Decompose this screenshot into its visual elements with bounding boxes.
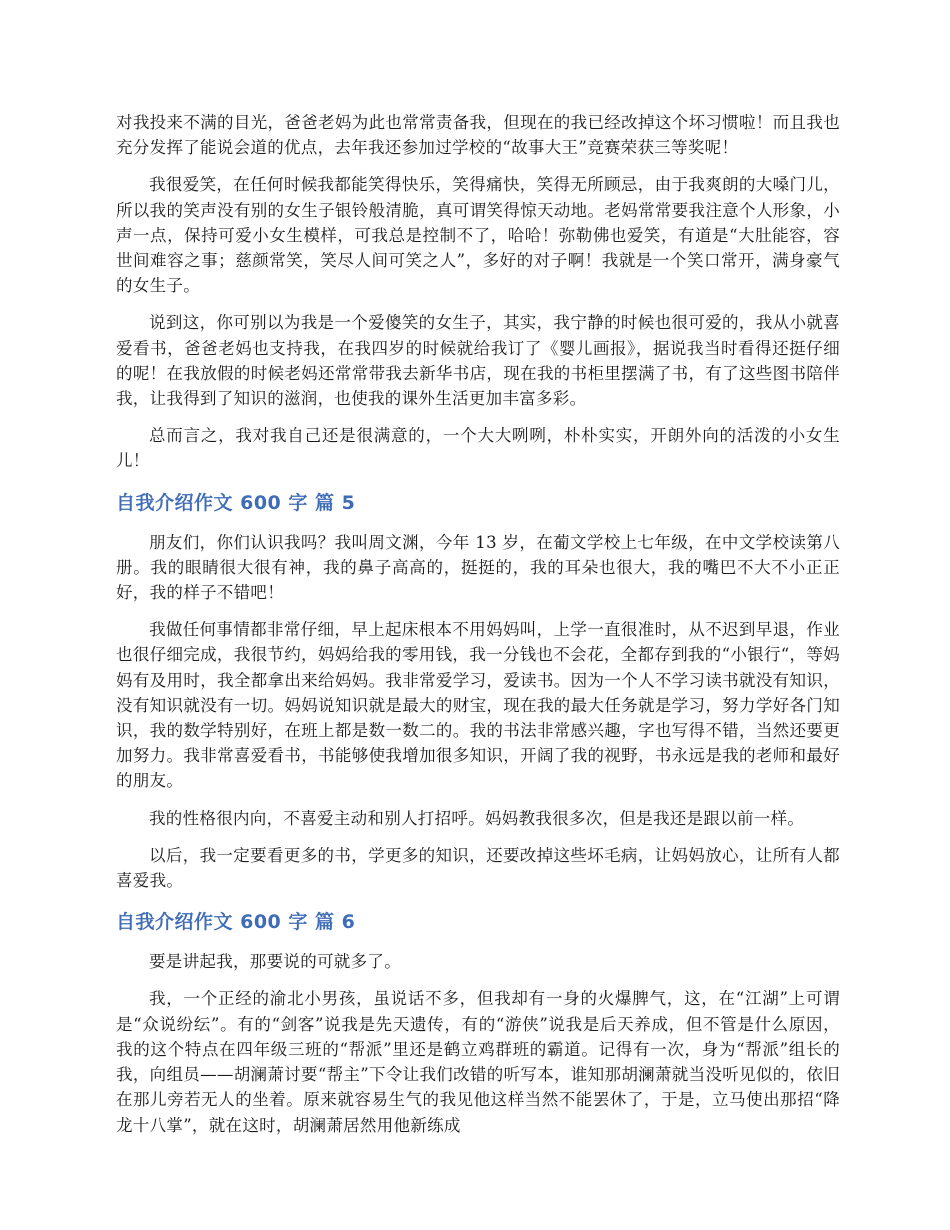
- document-page: [116, 110, 840, 1150]
- paragraph-5: 朋友们，你们认识我吗？我叫周文渊，今年 13 岁，在葡文学校上七年级，在中文学校读第八册。我的眼睛很大很有神，我的鼻子高高的，挺挺的，我的耳朵也很大，我的嘴巴不大不小正正好，我的样子不错吧！: [116, 532, 840, 603]
- paragraph-9: 要是讲起我，那要说的可就多了。: [149, 952, 401, 972]
- section-heading-6: 自我介绍作文 600 字 篇 6: [116, 911, 356, 934]
- paragraph-6: 我做任何事情都非常仔细，早上起床根本不用妈妈叫，上学一直很准时，从不迟到早退，作业也很仔细完成，我很节约，妈妈给我的零用钱，我一分钱也不会花，全都存到我的“小银行“，等妈妈有及用时，我全都拿出来给妈妈。我非常爱学习，爱读书。因为一个人不学习读书就没有知识，没有知识就没有一切。妈妈说知识就是最大的财宝，现在我的最大任务就是学习，努力学好各门知识，我的数学特别好，在班上都是数一数二的。我的书法非常感兴趣，字也写得不错，当然还要更加努力。我非常喜爱看书，书能够使我增加很多知识，开阔了我的视野，书永远是我的老师和最好的朋友。: [116, 620, 840, 791]
- paragraph-8: 以后，我一定要看更多的书，学更多的知识，还要改掉这些坏毛病，让妈妈放心，让所有人都喜爱我。: [116, 845, 840, 891]
- paragraph-1: 对我投来不满的目光，爸爸老妈为此也常常责备我，但现在的我已经改掉这个坏习惯啦！而且我也充分发挥了能说会道的优点，去年我还参加过学校的“故事大王”竞赛荣获三等奖呢！: [116, 113, 840, 158]
- section-heading-5: 自我介绍作文 600 字 篇 5: [116, 491, 356, 514]
- paragraph-3: 说到这，你可别以为我是一个爱傻笑的女生子，其实，我宁静的时候也很可爱的，我从小就喜爱看书，爸爸老妈也支持我，在我四岁的时候就给我订了《婴儿画报》，据说我当时看得还挺仔细的呢！在我放假的时候老妈还常常带我去新华书店，现在我的书柜里摆满了书，有了这些图书陪伴我，让我得到了知识的滋润，也使我的课外生活更加丰富多彩。: [116, 313, 840, 409]
- paragraph-7: 我的性格很内向，不喜爱主动和别人打招呼。妈妈教我很多次，但是我还是跟以前一样。: [149, 808, 805, 828]
- paragraph-4: 总而言之，我对我自己还是很满意的，一个大大咧咧，朴朴实实，开朗外向的活泼的小女生儿！: [116, 426, 840, 471]
- paragraph-10: 我，一个正经的渝北小男孩，虽说话不多，但我却有一身的火爆脾气，这，在“江湖”上可谓是“众说纷纭”。有的“剑客”说我是先天遗传，有的“游侠”说我是后天养成，但不管是什么原因，我的这个特点在四年级三班的“帮派”里还是鹤立鸡群班的霸道。记得有一次，身为“帮派”组长的我，向组员——胡澜萧讨要“帮主”下令让我们改错的听写本，谁知那胡澜萧就当没听见似的，依旧在那儿旁若无人的坐着。原来就容易生气的我见他这样当然不能罢休了，于是，立马使出那招“降龙十八掌”，就在这时，胡澜萧居然用他新练成: [116, 989, 840, 1135]
- paragraph-2: 我很爱笑，在任何时候我都能笑得快乐，笑得痛快，笑得无所顾忌，由于我爽朗的大嗓门儿，所以我的笑声没有别的女生子银铃般清脆，真可谓笑得惊天动地。老妈常常要我注意个人形象，小声一点，保持可爱小女生模样，可我总是控制不了，哈哈！弥勒佛也爱笑，有道是“大肚能容，容世间难容之事；慈颜常笑，笑尽人间可笑之人”，多好的对子啊！我就是一个笑口常开，满身豪气的女生子。: [116, 175, 840, 296]
